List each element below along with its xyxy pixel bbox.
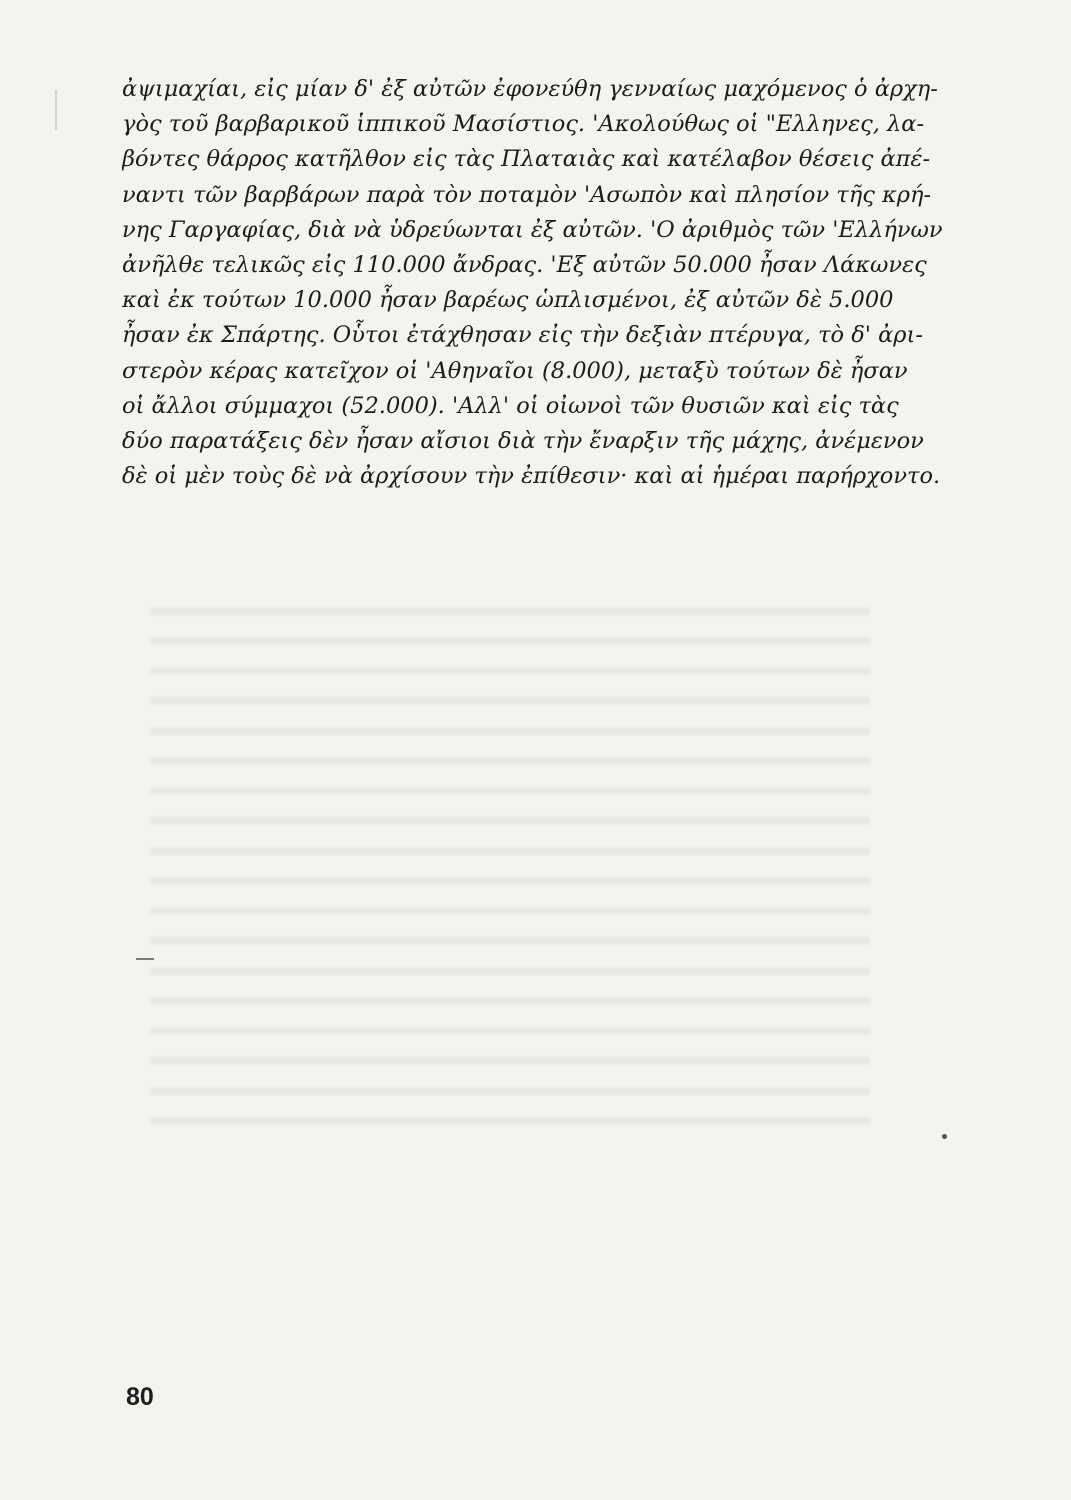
text-line: δὲ οἱ μὲν τοὺς δὲ νὰ ἀρχίσουν τὴν ἐπίθεσιν· καὶ αἱ ἡμέραι παρήρχοντο. bbox=[122, 463, 941, 490]
page-number: 80 bbox=[126, 1383, 154, 1411]
text-line: ἀψιμαχίαι, εἰς μίαν δ' ἐξ αὐτῶν ἐφονεύθη γενναίως μαχόμενος ὁ ἀρχη- bbox=[122, 76, 938, 102]
margin-dash-mark bbox=[136, 958, 154, 960]
text-line: ἀνῆλθε τελικῶς εἰς 110.000 ἄνδρας. 'Εξ αὐτῶν 50.000 ἦσαν Λάκωνες bbox=[122, 251, 927, 278]
show-through-text bbox=[150, 585, 870, 1145]
text-line: ἦσαν ἐκ Σπάρτης. Οὗτοι ἐτάχθησαν εἰς τὴν δεξιὰν πτέρυγα, τὸ δ' ἀρι- bbox=[122, 322, 923, 349]
text-line: δύο παρατάξεις δὲν ἦσαν αἴσιοι διὰ τὴν ἔναρξιν τῆς μάχης, ἀνέμενον bbox=[122, 427, 924, 454]
text-line: καὶ ἐκ τούτων 10.000 ἦσαν βαρέως ὡπλισμένοι, ἐξ αὐτῶν δὲ 5.000 bbox=[122, 287, 894, 314]
text-line: νης Γαργαφίας, διὰ νὰ ὑδρεύωνται ἐξ αὐτῶν. 'Ο ἀριθμὸς τῶν 'Ελλήνων bbox=[122, 216, 943, 243]
text-line: ναντι τῶν βαρβάρων παρὰ τὸν ποταμὸν 'Ασωπὸν καὶ πλησίον τῆς κρή- bbox=[122, 181, 932, 208]
text-line: στερὸν κέρας κατεῖχον οἱ 'Αθηναῖοι (8.000), μεταξὺ τούτων δὲ ἦσαν bbox=[122, 357, 908, 384]
margin-dot-mark bbox=[942, 1134, 947, 1139]
body-paragraph bbox=[122, 72, 972, 494]
text-line: γὸς τοῦ βαρβαρικοῦ ἱππικοῦ Μασίστιος. 'Ακολούθως οἱ "Ελληνες, λα- bbox=[122, 111, 925, 138]
text-line: οἱ ἄλλοι σύμμαχοι (52.000). 'Αλλ' οἱ οἰωνοὶ τῶν θυσιῶν καὶ εἰς τὰς bbox=[122, 392, 899, 419]
page-edge-mark bbox=[55, 90, 57, 130]
text-line: βόντες θάρρος κατῆλθον εἰς τὰς Πλαταιὰς καὶ κατέλαβον θέσεις ἀπέ- bbox=[122, 146, 931, 173]
